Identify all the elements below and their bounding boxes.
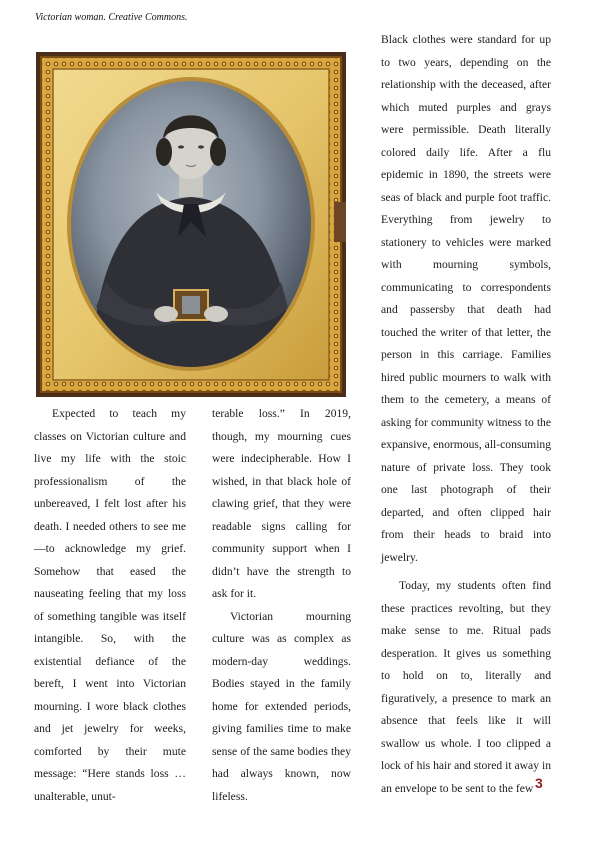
- paragraph: terable loss.” In 2019, though, my mourning cues were indecipherable. How I wished, in that black hole of clawing grief, that they were readable signs calling for community support when I didn’t have the strength to ask for it.: [212, 407, 351, 600]
- victorian-woman-photo: [36, 52, 346, 397]
- paragraph: Expected to teach my classes on Victorian culture and live my life with the stoic professionalism of the unbereaved, I felt lost after his death. I needed others to see me—to acknowledge my grief. Somehow that eased the nauseating feeling that my loss of something tangible was itself intangible. So, with the existential defiance of the bereft, I went into Victorian mourning. I wore black clothes and jet jewelry for weeks, comforted by their mute message: “Here stands loss … unalterable, unut-: [34, 407, 186, 803]
- paragraph: Victorian mourning culture was as complex as modern-day weddings. Bodies stayed in the family home for extended periods, giving families time to make sense of the same bodies they had always known, now lifeless.: [212, 609, 351, 803]
- paragraph: Black clothes were standard for up to two years, depending on the relationship with the deceased, after which muted purples and grays were permissible. Death literally colored daily life. After a flu epidemic in 1890, the streets were seas of black and purple foot traffic. Everything from jewelry to stationery to vehicles were marked with mourning symbols, communicating to correspondents and passersby that death had touched the writer of that letter, the person in this carriage. Families hired public mourners to walk with them to the cemetery, a means of asking for community witness to the expansive, enormous, all-consuming nature of private loss. They took one last photograph of their departed, and often clipped hair from their heads to braid into jewelry.: [381, 33, 552, 564]
- image-caption: Victorian woman. Creative Commons.: [35, 12, 188, 23]
- text-column-2: [212, 403, 351, 808]
- text-column-1: [34, 403, 186, 808]
- paragraph: Today, my students often find these practices revolting, but they make sense to me. Ritual pads desperation. It gives us something to hold on to, literally and figuratively, a presence to mark an absence that feels like it will swallow us whole. I too clipped a lock of his hair and stored it away in an envelope to be sent to the few: [381, 579, 551, 795]
- text-column-3: [381, 29, 551, 800]
- page-number: 3: [535, 775, 543, 791]
